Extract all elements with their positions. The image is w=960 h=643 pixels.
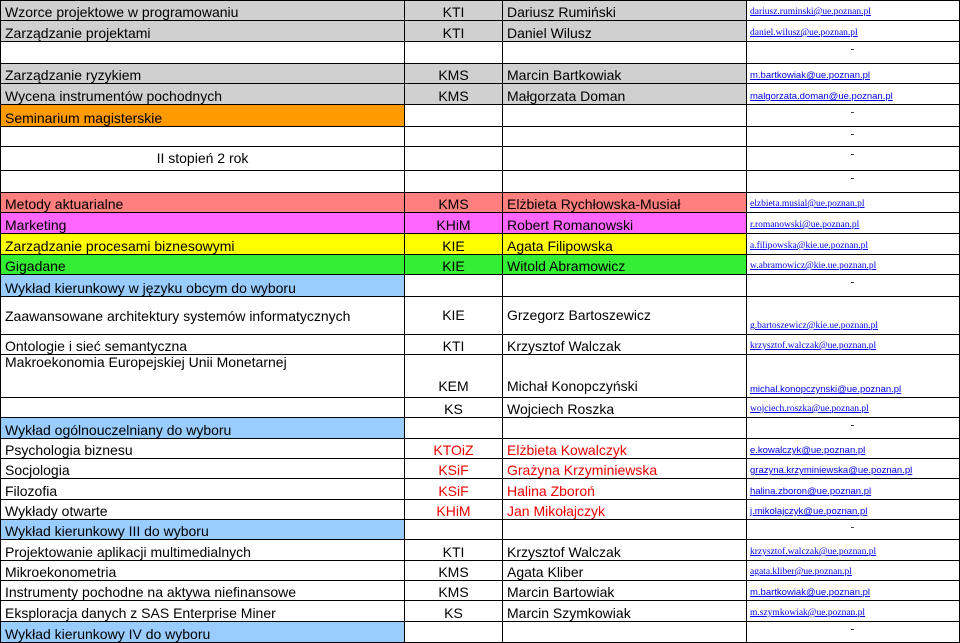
table-row xyxy=(1,398,960,418)
department-code: KMS xyxy=(405,581,503,601)
table-row xyxy=(1,21,960,42)
department-code xyxy=(405,622,503,643)
table-row xyxy=(1,418,960,439)
department-code: KIE xyxy=(405,297,503,335)
table-row xyxy=(1,127,960,147)
table-row xyxy=(1,500,960,520)
lecturer-name: Krzysztof Walczak xyxy=(503,540,747,561)
empty-marker: - xyxy=(747,127,960,147)
course-name: Zarządzanie procesami biznesowymi xyxy=(1,234,405,255)
lecturer-name: Elżbieta Rychłowska-Musiał xyxy=(503,193,747,213)
course-name xyxy=(1,171,405,193)
lecturer-name xyxy=(503,127,747,147)
department-code: KTI xyxy=(405,21,503,42)
table-row xyxy=(1,540,960,561)
table-row xyxy=(1,42,960,64)
course-name: Zarządzanie projektami xyxy=(1,21,405,42)
department-code: KMS xyxy=(405,193,503,213)
department-code: KTI xyxy=(405,335,503,355)
table-row xyxy=(1,255,960,275)
empty-marker: - xyxy=(747,147,960,171)
lecturer-name: Daniel Wilusz xyxy=(503,21,747,42)
course-name: II stopień 2 rok xyxy=(1,147,405,171)
department-code: KTI xyxy=(405,540,503,561)
lecturer-name: Elżbieta Kowalczyk xyxy=(503,439,747,459)
course-name: Zaawansowane architektury systemów informatycznych xyxy=(1,297,405,335)
lecturer-name: Agata Kliber xyxy=(503,561,747,581)
email-link[interactable]: elzbieta.musial@ue.poznan.pl xyxy=(747,193,960,213)
email-link[interactable]: a.filipowska@kie.ue.poznan.pl xyxy=(747,234,960,255)
section-heading-row xyxy=(1,147,960,171)
department-code: KMS xyxy=(405,561,503,581)
department-code: KIE xyxy=(405,255,503,275)
lecturer-name xyxy=(503,520,747,540)
lecturer-name: Robert Romanowski xyxy=(503,213,747,234)
table-row xyxy=(1,1,960,21)
lecturer-name: Dariusz Rumiński xyxy=(503,1,747,21)
email-link[interactable]: m.bartkowiak@ue.poznan.pl xyxy=(747,581,960,601)
department-code: KTOiZ xyxy=(405,439,503,459)
course-name xyxy=(1,127,405,147)
table-row xyxy=(1,105,960,127)
department-code: KTI xyxy=(405,1,503,21)
lecturer-name xyxy=(503,42,747,64)
lecturer-name: Grażyna Krzyminiewska xyxy=(503,459,747,479)
table-row xyxy=(1,439,960,459)
department-code xyxy=(405,520,503,540)
email-link[interactable]: krzysztof.walczak@ue.poznan.pl xyxy=(747,335,960,355)
course-name: Instrumenty pochodne na aktywa niefinansowe xyxy=(1,581,405,601)
course-name: Seminarium magisterskie xyxy=(1,105,405,127)
lecturer-name: Jan Mikołajczyk xyxy=(503,500,747,520)
table-row xyxy=(1,84,960,105)
course-name: Wycena instrumentów pochodnych xyxy=(1,84,405,105)
course-name: Zarządzanie ryzykiem xyxy=(1,64,405,84)
email-link[interactable]: daniel.wilusz@ue.poznan.pl xyxy=(747,21,960,42)
department-code: KHiM xyxy=(405,213,503,234)
lecturer-name xyxy=(503,147,747,171)
course-name: Mikroekonometria xyxy=(1,561,405,581)
email-link[interactable]: halina.zboron@ue.poznan.pl xyxy=(747,479,960,500)
course-name: Wykład kierunkowy IV do wyboru xyxy=(1,622,405,643)
department-code xyxy=(405,42,503,64)
lecturer-name xyxy=(503,171,747,193)
department-code: KS xyxy=(405,601,503,622)
department-code: KEM xyxy=(405,355,503,398)
email-link[interactable]: michal.konopczynski@ue.poznan.pl xyxy=(747,355,960,398)
empty-marker: - xyxy=(747,171,960,193)
lecturer-name: Witold Abramowicz xyxy=(503,255,747,275)
course-name xyxy=(1,398,405,418)
department-code xyxy=(405,418,503,439)
lecturer-name: Grzegorz Bartoszewicz xyxy=(503,297,747,335)
course-name: Gigadane xyxy=(1,255,405,275)
lecturer-name xyxy=(503,418,747,439)
lecturer-name: Michał Konopczyński xyxy=(503,355,747,398)
email-link[interactable]: wojciech.roszka@ue.poznan.pl xyxy=(747,398,960,418)
lecturer-name xyxy=(503,622,747,643)
table-row xyxy=(1,171,960,193)
email-link[interactable]: grazyna.krzyminiewska@ue.poznan.pl xyxy=(747,459,960,479)
course-name: Wykłady otwarte xyxy=(1,500,405,520)
department-code: KMS xyxy=(405,64,503,84)
course-name: Ontologie i sieć semantyczna xyxy=(1,335,405,355)
table-row xyxy=(1,297,960,335)
table-row xyxy=(1,601,960,622)
table-row xyxy=(1,459,960,479)
table-row xyxy=(1,520,960,540)
table-row xyxy=(1,64,960,84)
course-name: Psychologia biznesu xyxy=(1,439,405,459)
course-name: Marketing xyxy=(1,213,405,234)
course-name xyxy=(1,42,405,64)
email-link[interactable]: w.abramowicz@kie.ue.poznan.pl xyxy=(747,255,960,275)
table-row xyxy=(1,581,960,601)
course-name: Wzorce projektowe w programowaniu xyxy=(1,1,405,21)
course-name: Eksploracja danych z SAS Enterprise Miner xyxy=(1,601,405,622)
department-code: KSiF xyxy=(405,459,503,479)
course-name: Wykład ogólnouczelniany do wyboru xyxy=(1,418,405,439)
course-name: Wykład kierunkowy III do wyboru xyxy=(1,520,405,540)
table-row xyxy=(1,213,960,234)
email-link[interactable]: agata.kliber@ue.poznan.pl xyxy=(747,561,960,581)
empty-marker: - xyxy=(747,520,960,540)
empty-marker: - xyxy=(747,42,960,64)
table-row xyxy=(1,479,960,500)
email-link[interactable]: m.szymkowiak@ue.poznan.pl xyxy=(747,601,960,622)
table-row xyxy=(1,355,960,398)
empty-marker: - xyxy=(747,418,960,439)
lecturer-name: Halina Zboroń xyxy=(503,479,747,500)
empty-marker: - xyxy=(747,275,960,297)
lecturer-name: Wojciech Roszka xyxy=(503,398,747,418)
empty-marker: - xyxy=(747,622,960,643)
table-row xyxy=(1,561,960,581)
email-link[interactable]: dariusz.ruminski@ue.poznan.pl xyxy=(747,1,960,21)
course-name: Socjologia xyxy=(1,459,405,479)
lecturer-name: Marcin Szymkowiak xyxy=(503,601,747,622)
email-link[interactable]: e.kowalczyk@ue.poznan.pl xyxy=(747,439,960,459)
email-link[interactable]: r.romanowski@ue.poznan.pl xyxy=(747,213,960,234)
lecturer-name xyxy=(503,105,747,127)
department-code: KMS xyxy=(405,84,503,105)
table-row xyxy=(1,275,960,297)
department-code xyxy=(405,147,503,171)
department-code xyxy=(405,171,503,193)
department-code xyxy=(405,105,503,127)
lecturer-name xyxy=(503,275,747,297)
course-name: Metody aktuarialne xyxy=(1,193,405,213)
lecturer-name: Małgorzata Doman xyxy=(503,84,747,105)
course-name: Projektowanie aplikacji multimedialnych xyxy=(1,540,405,561)
lecturer-name: Agata Filipowska xyxy=(503,234,747,255)
email-link[interactable]: j.mikolajczyk@ue.poznan.pl xyxy=(747,500,960,520)
lecturer-name: Marcin Bartowiak xyxy=(503,581,747,601)
lecturer-name: Marcin Bartkowiak xyxy=(503,64,747,84)
lecturer-name: Krzysztof Walczak xyxy=(503,335,747,355)
department-code xyxy=(405,127,503,147)
table-row xyxy=(1,234,960,255)
department-code: KHiM xyxy=(405,500,503,520)
email-link[interactable]: g.bartoszewicz@kie.ue.poznan.pl xyxy=(747,297,960,335)
table-row xyxy=(1,335,960,355)
course-name: Wykład kierunkowy w języku obcym do wyboru xyxy=(1,275,405,297)
department-code xyxy=(405,275,503,297)
email-link[interactable]: m.bartkowiak@ue.poznan.pl xyxy=(747,64,960,84)
course-name: Makroekonomia Europejskiej Unii Monetarnej xyxy=(1,355,405,398)
table-row xyxy=(1,193,960,213)
email-link[interactable]: malgorzata.doman@ue.poznan.pl xyxy=(747,84,960,105)
department-code: KIE xyxy=(405,234,503,255)
course-table-body xyxy=(1,1,960,643)
department-code: KSiF xyxy=(405,479,503,500)
empty-marker: - xyxy=(747,105,960,127)
email-link[interactable]: krzysztof.walczak@ue.poznan.pl xyxy=(747,540,960,561)
department-code: KS xyxy=(405,398,503,418)
table-row xyxy=(1,622,960,643)
course-name: Filozofia xyxy=(1,479,405,500)
